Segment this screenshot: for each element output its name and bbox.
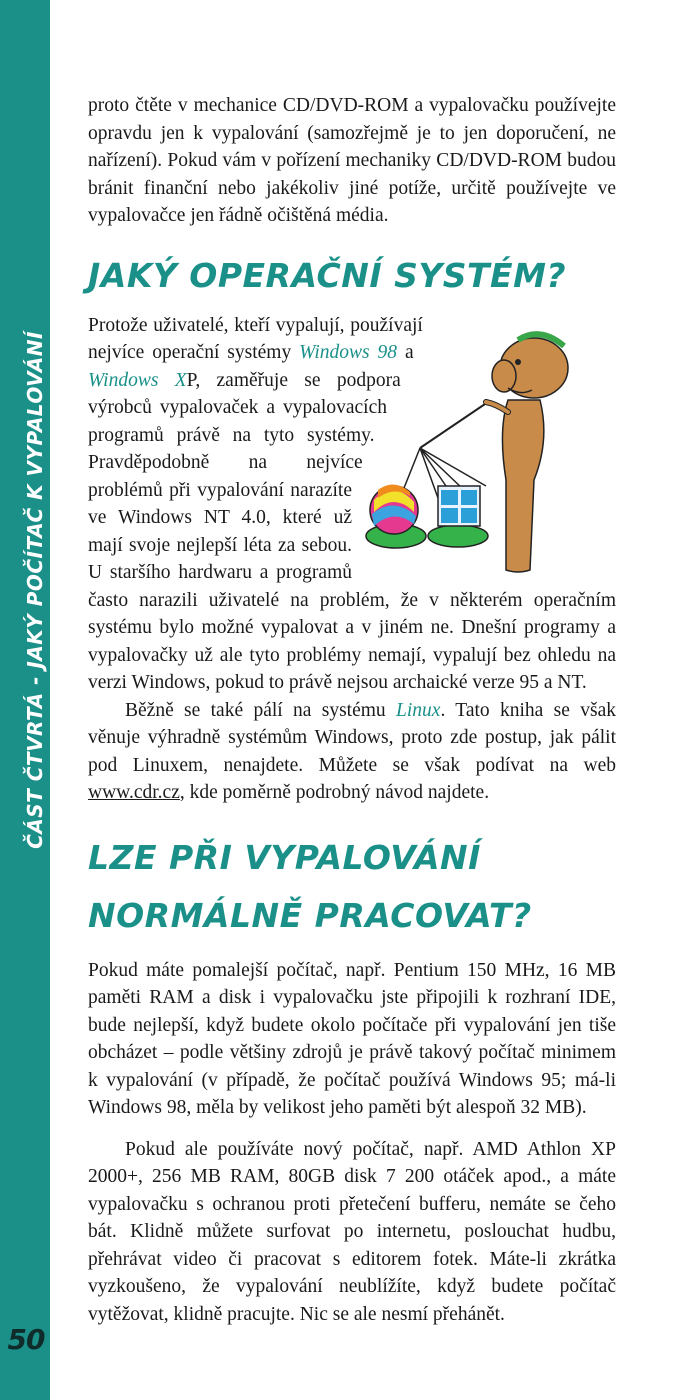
os-paragraph-text-b: a xyxy=(397,342,414,363)
section-heading-os: JAKÝ OPERAČNÍ SYSTÉM? xyxy=(88,255,567,295)
section-heading-work xyxy=(88,829,616,945)
intro-paragraph: proto čtěte v mechanice CD/DVD-ROM a vypalovačku používejte opravdu jen k vypalování (samozřejmě je to jen doporučení, ne nařízení). Pokud vám v pořízení mechaniky CD/DVD-ROM budou bránit finanční nebo jakékoliv jiné potíže, určitě používejte ve vypalovačce jen řádně očištěná média. xyxy=(88,95,616,226)
linux-paragraph-text-b: . Tato kniha se však věnuje výhradně systémům Windows, proto zde postup, jak pálit pod Linuxem, nenajdete. Můžete se však podívat na web xyxy=(88,699,616,776)
cartoon-illustration xyxy=(358,330,620,580)
new-pc-paragraph: Pokud ale používáte nový počítač, např. AMD Athlon XP 2000+, 256 MB RAM, 80GB disk 7 200 otáček apod., a máte vypalovačku s ochranou proti přetečení bufferu, nemáte se čeho bát. Klidně můžete surfovat po internetu, poslouchat hudbu, přehrávat video či pracovat s editorem fotek. Máte-li zkrátka vyzkoušeno, že vypalování neublížíte, když budete počítač vytěžovat, klidně pracujte. Nic se ale nesmí přehánět. xyxy=(88,1138,616,1325)
cdr-link[interactable]: www.cdr.cz xyxy=(88,782,180,803)
section-heading-work-line1: LZE PŘI VYPALOVÁNÍ xyxy=(88,837,481,877)
windows-98-term: Windows 98 xyxy=(299,342,398,363)
page-content xyxy=(88,92,616,1328)
section-heading-work-line2: NORMÁLNĚ PRACOVAT? xyxy=(88,895,532,935)
rainbow-ball-icon xyxy=(366,484,426,548)
os-paragraph-text-c: P, zaměřuje se podpora výrobců vypalovaček a vypalovacích programů právě na tyto systémy. Pravděpodobně na nejvíce problémů při vypalování narazíte ve Windows NT 4.0, které už mají svoje nejlepší léta za sebou. U staršího hardwaru a programů často narazili uživatelé na problém, že v některém operačním systému bylo možné vypalovat a v jiném ne. Dnešní programy a vypalovačky už ale tyto problémy nemají, vypalují bez ohledu na verzi Windows, pokud to právě nejsou archaické verze 95 a NT. xyxy=(88,369,616,693)
linux-paragraph xyxy=(88,697,616,807)
scale-icon xyxy=(400,402,488,498)
chapter-title: ČÁST ČTVRTÁ - JAKÝ POČÍTAČ K VYPALOVÁNÍ xyxy=(23,331,47,849)
linux-paragraph-text-a: Běžně se také pálí na systému xyxy=(125,699,397,721)
os-paragraph xyxy=(88,312,616,697)
man-figure xyxy=(486,334,568,572)
side-bar xyxy=(0,0,50,1400)
page-number: 50 xyxy=(7,1323,45,1356)
os-paragraph-text-a: Protože uživatelé, kteří vypalují, používají nejvíce operační systémy xyxy=(88,314,423,363)
windows-xp-term: Windows X xyxy=(88,369,187,391)
slow-pc-paragraph: Pokud máte pomalejší počítač, např. Pentium 150 MHz, 16 MB paměti RAM a disk i vypalovačku jste připojili k rozhraní IDE, bude nejlepší, když budete okolo počítače při vypalování jen tiše obcházet – podle většiny zdrojů je právě takový počítač minimem k vypalování (v případě, že počítač používá Windows 95; má-li Windows 98, měla by velikost jeho paměti být alespoň 32 MB). xyxy=(88,959,616,1118)
linux-term: Linux xyxy=(396,699,441,721)
linux-paragraph-text-c: , kde poměrně podrobný návod najdete. xyxy=(179,782,490,803)
